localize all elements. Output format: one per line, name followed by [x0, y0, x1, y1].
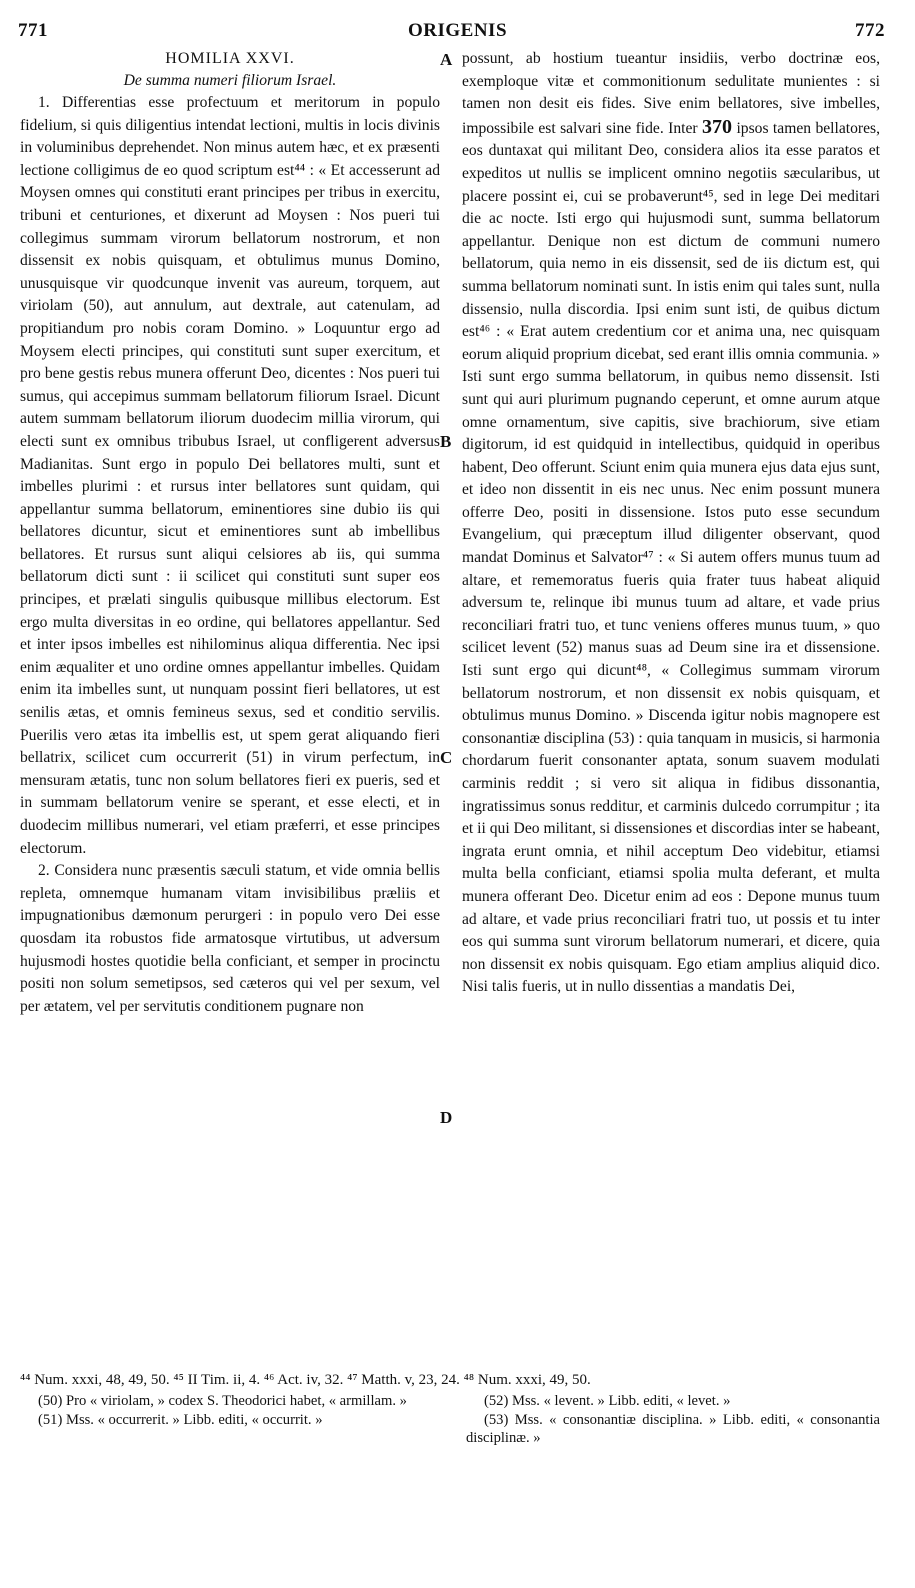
right-paragraph-part-b: ipsos tamen bellatores, eos duntaxat qui militant Deo, considera alios ita esse paratos et expeditos ut nullis se implicent omnino negotiis sæcularibus, ut placere possint ei, cui se probaverunt⁴⁵, sed in lege Dei meditari die ac nocte. Isti ergo qui hujusmodi sunt, summa bellatorum appellantur. Denique non est dictum de communi numero bellatorum, quia nemo in eis dissensit, sed de iis dictum est, qui summa bellatorum nominati sunt. In istis enim qui tales sunt, nulla dissensio, nulla discordia. Ipsi enim sunt isti, de quibus dictum est⁴⁶ : « Erat autem credentium cor et anima una, nec quisquam eorum aliquid proprium dicebat, sed erant illis omnia communia. » Isti sunt ergo summa bellatorum, in quibus nemo dissensit. Isti sunt qui auri plurimum pugnando ceperunt, et omne aurum atque omne ornamentum, sive capitis, sive brachiorum, sive etiam digitorum, id est quidquid in intellectibus, quidquid in operibus habent, Deo offerunt. Sciunt enim quia munera ejus data ejus sunt, et ideo non dissentit in eis nec unus. Nec enim possunt munera offerre Deo, positi in dissensione. Istos puto esse secundum Evangelium, qui præceptum illud diligenter observant, quod mandat Dominus et Salvator⁴⁷ : « Si autem offers munus tuum ad altare, et rememoratus fueris quia frater tuus habeat aliquid adversum te, relinque ibi munus tuum ad altare, et vade prius reconciliari fratri tuo, et tunc veniens offeres munus tuum, » quo scilicet levent (52) manus suas ad Deum sine ira et dissensione. Isti sunt ergo qui dicunt⁴⁸, « Collegimus summam virorum bellatorum nostrorum, et non dissensit ex nobis quisquam, et obtulimus munus Domino. » Discenda igitur nobis magnopere est consonantiæ disciplina (53) : quia tanquam in musicis, si harmonia chordarum fuerit consonanter aptata, sonum suavem modulati carminis reddit ; si vero sit aliqua in fidibus dissonantia, ingratissimus sonus redditur, et carminis dulcedo corrumpitur ; ita et ii qui Deo militant, si dissensiones et discordias inter se habeant, ingrata erunt omnia, et nihil acceptum Deo videbitur, etiamsi multa bella conficiant, etiamsi spolia multa deferant, et multa munera offerant Deo. Dicetur enim ad eos : Depone munus tuum ad altare, et vade prius reconciliari fratri tuo, ut possis et tu inter eos qui summa sunt virorum bellatorum numerari, et dicere, quia non dissensit ex nobis quisquam. Ego etiam amplius aliquid dico. Nisi talis fueris, ut in nullo dissentias a mandatis Dei, [462, 119, 880, 996]
homily-subtitle: De summa numeri filiorum Israel. [123, 72, 337, 89]
page-number-left: 771 [18, 20, 48, 41]
homily-title: HOMILIA XXVI. [165, 50, 295, 67]
margin-marker-a: A [440, 50, 453, 69]
paragraph-1: 1. Differentias esse profectuum et meritorum in populo fidelium, si quis diligentius intendat lectioni, multis in locis divinis in voluminibus deprehendet. Non minus autem hæc, et ex præsenti lectione colligimus de eo quod scriptum est⁴⁴ : « Et accesserunt ad Moysen omnes qui constituti erant principes per tribus in exercitu, tribuni et centuriones, et dixerunt ad Moysen : Nos pueri tui collegimus summam virorum bellatorum nostrorum, et non dissensit ex nobis quisquam, et obtulimus munus Domino, unusquisque vir quodcunque invenit vas aureum, torquem, aut viriolam (50), aut annulum, aut dextrale, aut catenulam, ad propitiandum pro nobis coram Domino. » Loquuntur ergo ad Moysem electi principes, qui constituti sunt super exercitum, et pro bene gestis rebus munera offerunt Deo, dicentes : Nos pueri tui sumus, qui accepimus summam bellatorum filiorum Israel. Dicunt autem summam bellatorum iliorum duodecim millia virorum, qui electi sunt ex omnibus tribubus Israel, ut confligerent adversus Madianitas. Sunt ergo in populo Dei bellatores multi, sunt et imbelles plurimi : et rursus inter bellatores sunt quidam, qui appellantur summa bellatorum, eminentiores sine dubio iis qui bellatores dicuntur, sicut et eminentiores sunt ab imbellibus bellatores. Et rursus sunt aliqui celsiores ab iis, qui summa bellatorum dicti sunt : ii scilicet qui constituti sunt super eos principes, et prælati singulis quibusque millibus electorum. Est ergo multa diversitas in eo ordine, qui bellatores appellantur. Sed et inter ipsos imbelles est nihilominus aliqua differentia. Nec ipsi enim æqualiter et uno ordine omnes appellantur imbelles. Quidam enim ita imbelles sunt, ut nunquam possint fieri bellatores, ut est senilis ætas, et omnis femineus sexus, sed et conditio servilis. Puerilis vero ætas ita imbellis est, ut spem gerat aliquando fieri bellatrix, scilicet cum occurrerit (51) in virum perfectum, in mensuram ætatis, tunc non solum bellatores fieri ex pueris, sed et in summam bellatorum venire se sperant, et esse electi, et in duodecim millibus numerari, vel etiam præferri, et esse principes electorum. [20, 94, 440, 857]
footnotes-left [20, 1392, 440, 1429]
footnote-53: (53) Mss. « consonantiæ disciplina. » Libb. editi, « consonantia disciplinæ. » [466, 1411, 880, 1446]
left-column [20, 48, 440, 1018]
right-paragraph-continued [462, 48, 880, 999]
footnote-references: ⁴⁴ Num. xxxi, 48, 49, 50. ⁴⁵ II Tim. ii, 4. ⁴⁶ Act. iv, 32. ⁴⁷ Matth. v, 23, 24. ⁴⁸ Num. xxxi, 49, 50. [20, 1372, 591, 1388]
footnote-50: (50) Pro « viriolam, » codex S. Theodorici habet, « armillam. » [38, 1393, 407, 1409]
paragraph-2: 2. Considera nunc præsentis sæculi statum, et vide omnia bellis repleta, omnemque humanam vitam invisibilibus præliis et impugnationibus dæmonum perurgeri : in populo vero Dei esse quosdam ita robustos fide armatosque virtutibus, ut adversum hujusmodi hostes quotidie bella conficiant, et semper in procinctu positi non solum semetipsos, sed cæteros qui vel per sexum, vel per ætatem, vel per servitutis conditionem pugnare non [20, 862, 440, 1015]
page-number-right: 772 [855, 20, 885, 41]
running-title: ORIGENIS [407, 20, 508, 41]
margin-marker-b: B [440, 432, 452, 451]
footnote-51: (51) Mss. « occurrerit. » Libb. editi, « occurrit. » [38, 1411, 323, 1428]
margin-marker-d: D [440, 1108, 453, 1127]
footnote-52: (52) Mss. « levent. » Libb. editi, « levet. » [484, 1393, 731, 1409]
footnotes-right [466, 1392, 880, 1448]
margin-marker-c: C [440, 748, 453, 767]
column-number: 370 [702, 115, 733, 138]
right-paragraph-part-a: possunt, ab hostium tueantur insidiis, verbo doctrinæ eos, exemploque vitæ et commonitionum sedulitate munientes : si tamen non desit eis fides. Sive enim bellatores, sive imbelles, impossibile est salvari sine fide. Inter [462, 50, 880, 137]
right-column [462, 48, 880, 999]
